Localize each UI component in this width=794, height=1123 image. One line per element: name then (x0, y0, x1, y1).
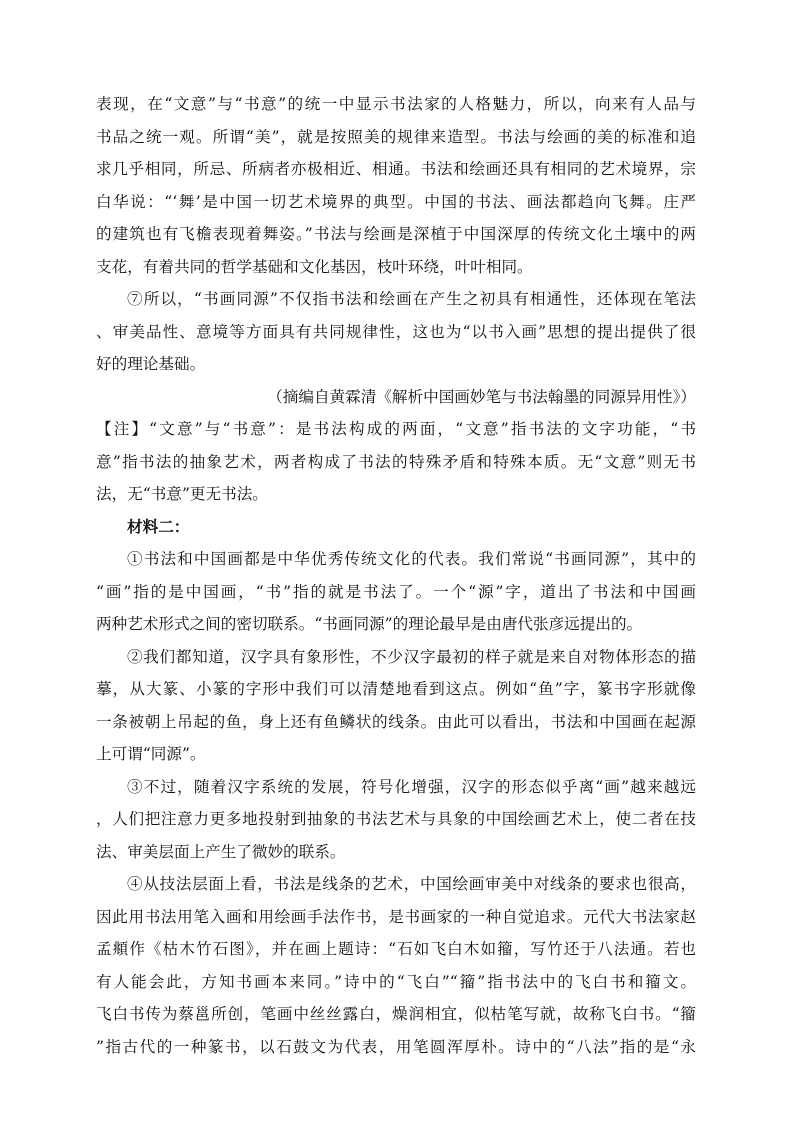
paragraph-4-start: ④从技法层面上看，书法是线条的艺术，中国绘画审美中对线条的要求也很高， (127, 875, 696, 893)
text-line: 、审美品性、意境等方面具有共同规律性，这也为“以书入画”思想的提出提供了很 (96, 322, 696, 341)
text-line: 支花，有着共同的哲学基础和文化基因，枝叶环绕，叶叶相同。 (96, 257, 533, 276)
text-line: 摹，从大篆、小篆的字形中我们可以清楚地看到这点。例如“鱼”字，篆书字形就像 (96, 680, 696, 698)
text-line: 求几乎相同，所忌、所病者亦极相近、相通。书法和绘画还具有相同的艺术境界，宗 (96, 160, 696, 178)
text-line: 上可谓“同源”。 (96, 745, 206, 763)
text-line: 的建筑也有飞檐表现着舞姿。”书法与绘画是深植于中国深厚的传统文化土壤中的两 (96, 225, 696, 243)
paragraph-1-start: ①书法和中国画都是中华优秀传统文化的代表。我们常说“书画同源”，其中的 (127, 550, 696, 568)
text-line: 孟頫作《枯木竹石图》，并在画上题诗：“石如飞白木如籀，写竹还于八法通。若也 (96, 940, 696, 958)
text-line: ”指古代的一种篆书，以石鼓文为代表，用笔圆浑厚朴。诗中的“八法”指的是“永 (96, 1037, 696, 1056)
note-line: 法，无“书意”更无书法。 (96, 485, 268, 503)
text-line: 两种艺术形式之间的密切联系。“书画同源”的理论最早是由唐代张彦远提出的。 (96, 615, 643, 633)
material-two-heading: 材料二： (127, 516, 190, 536)
text-line: 飞白书传为蔡邕所创，笔画中丝丝露白，燥润相宜，似枯笔写就，故称飞白书。“籀 (96, 1005, 696, 1023)
text-line: 法、审美层面上产生了微妙的联系。 (96, 842, 346, 861)
text-line: 白华说：“‘舞’是中国一切艺术境界的典型。中国的书法、画法都趋向飞舞。庄严 (96, 192, 696, 211)
source-citation: （摘编自黄霖清《解析中国画妙笔与书法翰墨的同源异用性》） (267, 387, 696, 406)
text-line: 好的理论基础。 (96, 355, 206, 373)
text-line: “画”指的是中国画，“书”指的就是书法了。一个“源”字，道出了书法和中国画 (96, 582, 696, 601)
text-line: 书品之统一观。所谓“美”，就是按照美的规律来造型。书法与绘画的美的标准和追 (96, 127, 696, 146)
text-line: 一条被朝上吊起的鱼，身上还有鱼鳞状的线条。由此可以看出，书法和中国画在起源 (96, 712, 696, 731)
text-line: 因此用书法用笔入画和用绘画手法作书，是书画家的一种自觉追求。元代大书法家赵 (96, 907, 696, 926)
text-line: ，人们把注意力更多地投射到抽象的书法艺术与具象的中国绘画艺术上，使二者在技 (96, 810, 696, 828)
paragraph-7-start: ⑦所以，“书画同源”不仅指书法和绘画在产生之初具有相通性，还体现在笔法 (127, 290, 696, 308)
note-line: 意”指书法的抽象艺术，两者构成了书法的特殊矛盾和特殊本质。无“文意”则无书 (96, 452, 696, 471)
note-line: 【注】“文意”与“书意”：是书法构成的两面，“文意”指书法的文字功能，“书 (96, 420, 696, 438)
paragraph-3-start: ③不过，随着汉字系统的发展，符号化增强，汉字的形态似乎离“画”越来越远 (127, 777, 696, 796)
text-line: 表现，在“文意”与“书意”的统一中显示书法家的人格魅力，所以，向来有人品与 (96, 95, 696, 113)
paragraph-2-start: ②我们都知道，汉字具有象形性，不少汉字最初的样子就是来自对物体形态的描 (127, 647, 696, 666)
text-line: 有人能会此，方知书画本来同。”诗中的“飞白”“籀”指书法中的飞白书和籀文。 (96, 972, 696, 991)
document-page (96, 88, 696, 1063)
